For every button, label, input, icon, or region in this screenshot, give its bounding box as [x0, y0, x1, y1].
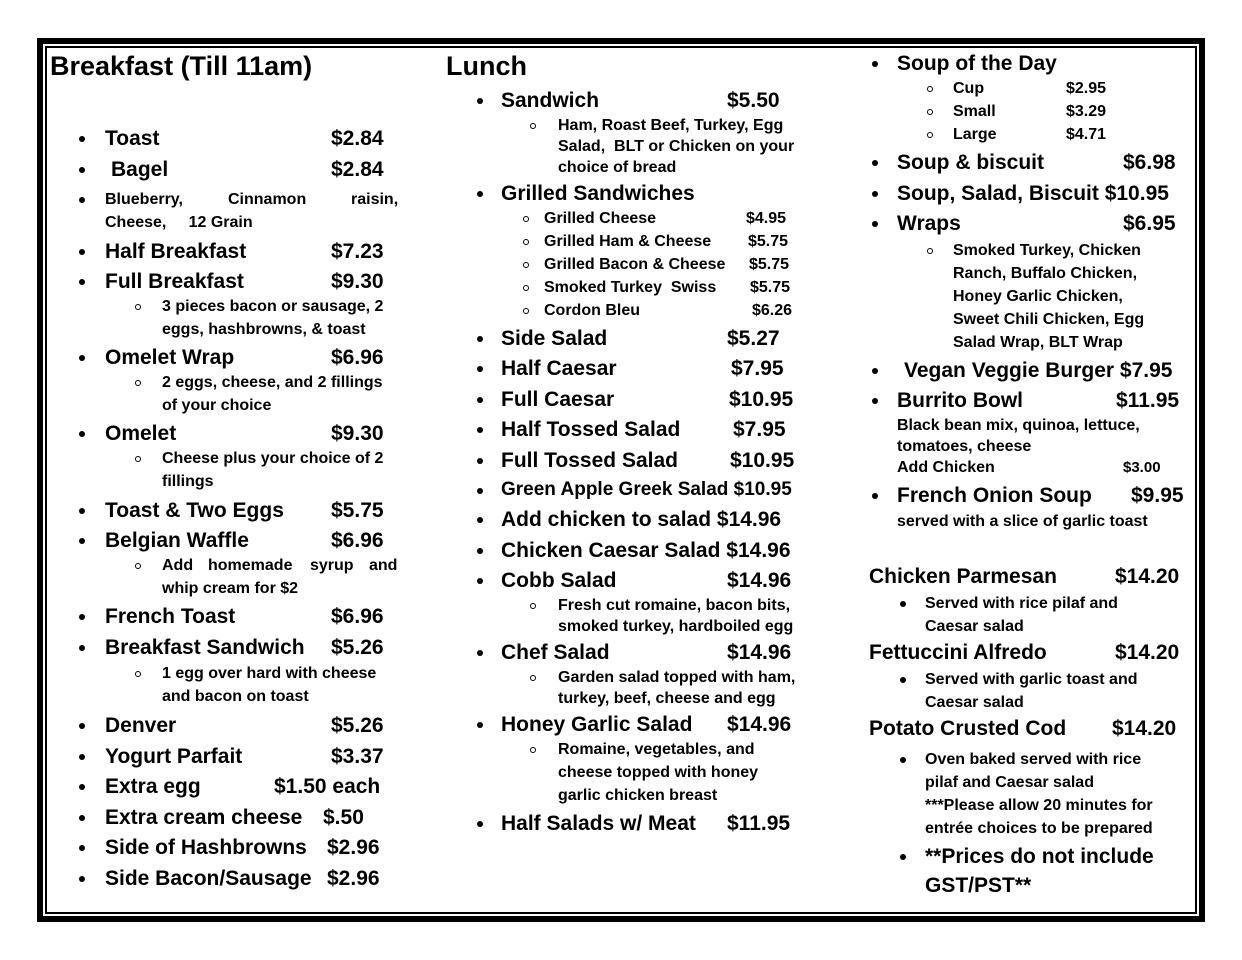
item-price: $5.26: [331, 714, 384, 737]
item-name: Potato Crusted Cod: [869, 717, 1067, 740]
bullet-icon: [79, 197, 85, 203]
bullet-icon: [477, 366, 483, 372]
item-name: Breakfast Sandwich: [105, 636, 305, 659]
size-name: Cup: [953, 80, 985, 97]
sub-bullet-icon: [135, 456, 141, 462]
option-name: Cordon Bleu: [544, 302, 640, 319]
item-name: Burrito Bowl: [897, 389, 1023, 412]
bullet-icon: [79, 431, 85, 437]
item-price: $11.95: [1116, 389, 1180, 412]
item-price: $11.95: [727, 812, 791, 835]
item-desc: Served with rice pilaf and: [925, 595, 1118, 612]
item-name: Full Caesar: [501, 388, 615, 411]
item-name: Half Tossed Salad: [501, 418, 681, 441]
item-desc: Smoked Turkey, Chicken: [953, 242, 1141, 259]
item-price: $5.26: [331, 636, 384, 659]
item-desc: Ham, Roast Beef, Turkey, Egg: [558, 117, 784, 134]
item-desc: 2 eggs, cheese, and 2 fillings: [162, 374, 383, 391]
breakfast-heading: Breakfast (Till 11am): [50, 51, 313, 81]
sub-bullet-icon: [523, 216, 529, 222]
bullet-icon: [477, 98, 483, 104]
add-on-label: Add Chicken: [897, 459, 995, 476]
bullet-icon: [79, 167, 85, 173]
item-name: Soup & biscuit: [897, 151, 1044, 174]
bullet-icon: [477, 722, 483, 728]
item-price: $6.96: [331, 605, 384, 628]
item-desc: Served with garlic toast and: [925, 671, 1138, 688]
item-desc: eggs, hashbrowns, & toast: [162, 321, 366, 338]
item-desc: pilaf and Caesar salad: [925, 774, 1094, 791]
item-desc: Black bean mix, quinoa, lettuce,: [897, 417, 1140, 434]
item-text: Vegan Veggie Burger $7.95: [904, 359, 1173, 382]
option-price: $5.75: [750, 279, 791, 296]
bullet-icon: [477, 548, 483, 554]
item-price: $10.95: [729, 388, 794, 411]
item-desc: fillings: [162, 473, 214, 490]
option-price: $4.95: [746, 210, 787, 227]
item-name: Half Breakfast: [105, 240, 247, 263]
item-price: $6.96: [331, 346, 384, 369]
item-name: Half Salads w/ Meat: [501, 812, 696, 835]
bullet-icon: [477, 191, 483, 197]
sub-bullet-icon: [135, 304, 141, 310]
wait-note: ***Please allow 20 minutes for: [925, 797, 1153, 814]
item-text: Soup, Salad, Biscuit $10.95: [897, 182, 1169, 205]
item-name: Fettuccini Alfredo: [869, 641, 1047, 664]
item-price: $2.84: [331, 127, 384, 150]
item-desc: and: [369, 557, 398, 574]
bullet-icon: [900, 854, 906, 860]
item-desc: garlic chicken breast: [558, 787, 718, 804]
option-price: $5.75: [749, 256, 790, 273]
item-name: Yogurt Parfait: [105, 745, 243, 768]
sub-bullet-icon: [530, 123, 536, 129]
lunch-heading: Lunch: [446, 51, 527, 81]
bullet-icon: [79, 645, 85, 651]
bullet-icon: [872, 191, 878, 197]
item-name: Full Tossed Salad: [501, 449, 678, 472]
bullet-icon: [900, 677, 906, 683]
bullet-icon: [477, 650, 483, 656]
wait-note: entrée choices to be prepared: [925, 820, 1153, 837]
item-desc: Add: [162, 557, 194, 574]
item-name: Belgian Waffle: [105, 529, 249, 552]
item-desc: of your choice: [162, 397, 272, 414]
sub-bullet-icon: [530, 603, 536, 609]
item-name: Cobb Salad: [501, 569, 617, 592]
item-desc: Honey Garlic Chicken,: [953, 288, 1123, 305]
item-name: French Toast: [105, 605, 236, 628]
item-price: $6.95: [1123, 212, 1176, 235]
item-name: Side Bacon/Sausage: [105, 867, 312, 890]
item-desc: 3 pieces bacon or sausage, 2: [162, 298, 384, 315]
item-name: Toast: [105, 127, 160, 150]
bullet-icon: [79, 136, 85, 142]
tax-note-line: **Prices do not include: [925, 845, 1154, 868]
bullet-icon: [79, 876, 85, 882]
item-name: Chef Salad: [501, 641, 610, 664]
item-price: $6.98: [1123, 151, 1176, 174]
item-desc: choice of bread: [558, 159, 677, 176]
option-price: $6.26: [752, 302, 793, 319]
bullet-icon: [79, 279, 85, 285]
item-desc: smoked turkey, hardboiled egg: [558, 618, 794, 635]
option-blueberry: Blueberry,: [105, 191, 183, 208]
item-name: Grilled Sandwiches: [501, 182, 695, 205]
item-name: Toast & Two Eggs: [105, 499, 284, 522]
item-name: Side of Hashbrowns: [105, 836, 307, 859]
item-price: $2.96: [327, 867, 380, 890]
item-desc: Salad, BLT or Chicken on your: [558, 138, 795, 155]
item-price: $9.30: [331, 270, 384, 293]
option-name: Grilled Ham & Cheese: [544, 233, 712, 250]
item-price: $14.96: [727, 713, 792, 736]
item-name: Omelet: [105, 422, 177, 445]
sub-bullet-icon: [530, 747, 536, 753]
option-price: $5.75: [748, 233, 789, 250]
item-desc: Cheese plus your choice of 2: [162, 450, 384, 467]
option-name: Smoked Turkey Swiss: [544, 279, 717, 296]
bullet-icon: [477, 397, 483, 403]
bullet-icon: [872, 160, 878, 166]
sub-bullet-icon: [927, 86, 933, 92]
item-price: $9.95: [1131, 484, 1184, 507]
item-price: $14.20: [1115, 565, 1180, 588]
item-price: $14.96: [727, 641, 792, 664]
bullet-icon: [477, 488, 483, 494]
item-desc: and bacon on toast: [162, 688, 309, 705]
option-cinnamon: Cinnamon: [228, 191, 307, 208]
item-desc: syrup: [310, 557, 354, 574]
item-price: $14.20: [1115, 641, 1180, 664]
item-name: Half Caesar: [501, 357, 617, 380]
sub-bullet-icon: [523, 239, 529, 245]
item-desc: homemade: [208, 557, 293, 574]
item-name: French Onion Soup: [897, 484, 1092, 507]
item-desc: whip cream for $2: [162, 580, 299, 597]
item-price: $14.20: [1112, 717, 1177, 740]
bullet-icon: [477, 458, 483, 464]
item-name: Full Breakfast: [105, 270, 244, 293]
sub-bullet-icon: [523, 308, 529, 314]
item-price: $.50: [323, 806, 364, 829]
item-desc: Garden salad topped with ham,: [558, 669, 796, 686]
size-price: $3.29: [1066, 103, 1107, 120]
item-price: $7.95: [731, 357, 784, 380]
bullet-icon: [79, 784, 85, 790]
bullet-icon: [872, 221, 878, 227]
bullet-icon: [79, 754, 85, 760]
sub-bullet-icon: [927, 109, 933, 115]
bullet-icon: [79, 355, 85, 361]
item-name: Sandwich: [501, 89, 600, 112]
item-desc: 1 egg over hard with cheese: [162, 665, 377, 682]
item-price: $7.23: [331, 240, 384, 263]
sub-bullet-icon: [135, 563, 141, 569]
sub-bullet-icon: [523, 285, 529, 291]
sub-bullet-icon: [135, 671, 141, 677]
bullet-icon: [477, 821, 483, 827]
sub-bullet-icon: [530, 675, 536, 681]
bullet-icon: [477, 427, 483, 433]
bullet-icon: [79, 845, 85, 851]
item-text: Green Apple Greek Salad $10.95: [501, 479, 792, 500]
item-price: $14.96: [727, 569, 792, 592]
item-price: $2.84: [331, 158, 384, 181]
bullet-icon: [79, 538, 85, 544]
size-price: $4.71: [1066, 126, 1107, 143]
item-desc: cheese topped with honey: [558, 764, 759, 781]
option-name: Grilled Cheese: [544, 210, 657, 227]
item-name: Chicken Parmesan: [869, 565, 1057, 588]
bullet-icon: [79, 249, 85, 255]
item-text: Chicken Caesar Salad $14.96: [501, 539, 791, 562]
bullet-icon: [79, 508, 85, 514]
item-price: $6.96: [331, 529, 384, 552]
bullet-icon: [79, 723, 85, 729]
item-name: Denver: [105, 714, 177, 737]
tax-note-line: GST/PST**: [925, 874, 1032, 897]
bullet-icon: [872, 61, 878, 67]
item-name: Honey Garlic Salad: [501, 713, 693, 736]
item-price: $7.95: [733, 418, 786, 441]
item-name: Extra cream cheese: [105, 806, 303, 829]
bullet-icon: [900, 757, 906, 763]
size-name: Large: [953, 126, 997, 143]
item-desc: turkey, beef, cheese and egg: [558, 690, 776, 707]
item-desc: Caesar salad: [925, 694, 1024, 711]
item-desc: Salad Wrap, BLT Wrap: [953, 334, 1123, 351]
option-raisin: raisin,: [351, 191, 399, 208]
sub-bullet-icon: [927, 132, 933, 138]
option-line-2: Cheese, 12 Grain: [105, 214, 253, 231]
item-desc: Sweet Chili Chicken, Egg: [953, 311, 1145, 328]
item-price: $10.95: [730, 449, 795, 472]
item-name: Wraps: [897, 212, 961, 235]
item-text: Add chicken to salad $14.96: [501, 508, 782, 531]
item-desc: tomatoes, cheese: [897, 438, 1032, 455]
item-price: $5.27: [727, 327, 780, 350]
item-price: $3.37: [331, 745, 384, 768]
item-price: $9.30: [331, 422, 384, 445]
size-price: $2.95: [1066, 80, 1107, 97]
item-desc: served with a slice of garlic toast: [897, 513, 1148, 530]
item-desc: Romaine, vegetables, and: [558, 741, 755, 758]
bullet-icon: [79, 614, 85, 620]
item-name: Omelet Wrap: [105, 346, 235, 369]
bullet-icon: [872, 398, 878, 404]
sub-bullet-icon: [135, 380, 141, 386]
item-desc: Fresh cut romaine, bacon bits,: [558, 597, 791, 614]
bullet-icon: [477, 517, 483, 523]
bullet-icon: [79, 815, 85, 821]
item-desc: Caesar salad: [925, 618, 1024, 635]
item-name: Extra egg: [105, 775, 201, 798]
bullet-icon: [900, 601, 906, 607]
bullet-icon: [477, 336, 483, 342]
item-desc: Oven baked served with rice: [925, 751, 1142, 768]
item-price: $5.50: [727, 89, 780, 112]
sub-bullet-icon: [927, 248, 933, 254]
add-on-price: $3.00: [1123, 459, 1161, 476]
option-name: Grilled Bacon & Cheese: [544, 256, 726, 273]
item-price: $1.50 each: [274, 775, 381, 798]
bullet-icon: [872, 493, 878, 499]
size-name: Small: [953, 103, 996, 120]
item-name: Soup of the Day: [897, 52, 1057, 75]
bullet-icon: [477, 578, 483, 584]
item-price: $2.96: [327, 836, 380, 859]
item-name: Side Salad: [501, 327, 608, 350]
item-name: Bagel: [111, 158, 169, 181]
sub-bullet-icon: [523, 262, 529, 268]
item-desc: Ranch, Buffalo Chicken,: [953, 265, 1138, 282]
item-price: $5.75: [331, 499, 384, 522]
bullet-icon: [872, 368, 878, 374]
